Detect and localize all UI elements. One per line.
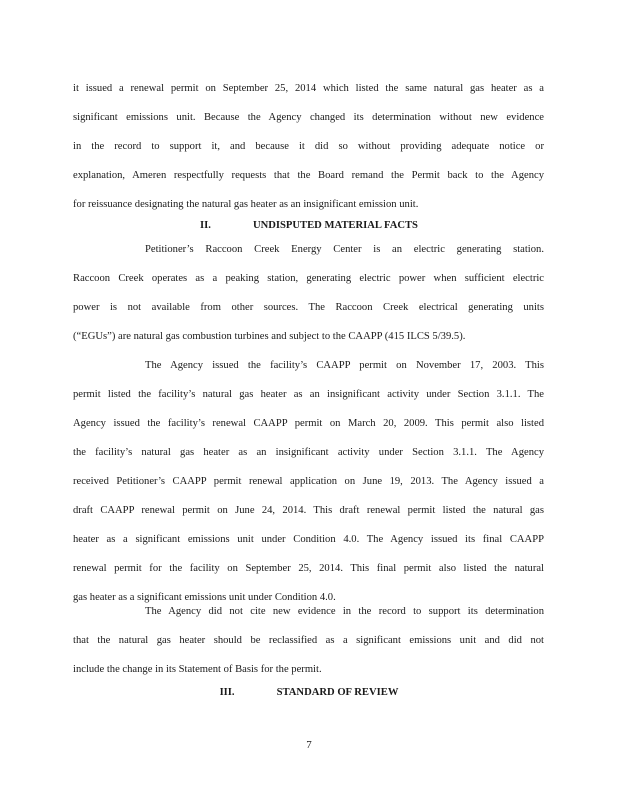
text-line: that the natural gas heater should be reclassified as a significant emissions unit and did not bbox=[73, 635, 544, 646]
text-line: permit listed the facility’s natural gas heater as an insignificant activity under Section 3.1.1. The bbox=[73, 389, 544, 400]
text-line: (“EGUs”) are natural gas combustion turbines and subject to the CAAPP (415 ILCS 5/39.5). bbox=[73, 331, 466, 342]
facts-paragraph-2 bbox=[73, 351, 544, 612]
text-line: The Agency did not cite new evidence in the record to support its determination bbox=[145, 606, 544, 617]
text-line: include the change in its Statement of Basis for the permit. bbox=[73, 664, 322, 675]
section-number: III. bbox=[219, 687, 235, 698]
text-line: the facility’s natural gas heater as an insignificant activity under Section 3.1.1. The Agency bbox=[73, 447, 544, 458]
page-number: 7 bbox=[306, 739, 312, 751]
text-line: received Petitioner’s CAAPP permit renewal application on June 19, 2013. The Agency issued a bbox=[73, 476, 544, 487]
section-title: UNDISPUTED MATERIAL FACTS bbox=[252, 220, 418, 231]
text-line: The Agency issued the facility’s CAAPP permit on November 17, 2003. This bbox=[145, 360, 544, 371]
intro-paragraph bbox=[73, 74, 544, 219]
text-line: Raccoon Creek operates as a peaking station, generating electric power when sufficient electric bbox=[73, 273, 544, 284]
section-heading bbox=[0, 686, 618, 700]
facts-paragraph-1 bbox=[73, 235, 544, 351]
text-line: renewal permit for the facility on September 25, 2014. This final permit also listed the natural bbox=[73, 563, 544, 574]
text-line: Petitioner’s Raccoon Creek Energy Center is an electric generating station. bbox=[145, 244, 544, 255]
section-number: II. bbox=[200, 220, 211, 231]
text-line: gas heater as a significant emissions unit under Condition 4.0. bbox=[73, 592, 336, 603]
text-line: power is not available from other sources. The Raccoon Creek electrical generating units bbox=[73, 302, 544, 313]
text-line: heater as a significant emissions unit under Condition 4.0. The Agency issued its final CAAPP bbox=[73, 534, 544, 545]
text-line: significant emissions unit. Because the Agency changed its determination without new evidence bbox=[73, 112, 544, 123]
section-title: STANDARD OF REVIEW bbox=[276, 687, 399, 698]
facts-paragraph-3 bbox=[73, 597, 544, 684]
section-heading bbox=[0, 219, 618, 233]
text-line: for reissuance designating the natural gas heater as an insignificant emission unit. bbox=[73, 199, 419, 210]
text-line: explanation, Ameren respectfully requests that the Board remand the Permit back to the Agency bbox=[73, 170, 544, 181]
text-line: draft CAAPP renewal permit on June 24, 2014. This draft renewal permit listed the natural gas bbox=[73, 505, 544, 516]
text-line: Agency issued the facility’s renewal CAAPP permit on March 20, 2009. This permit also listed bbox=[73, 418, 544, 429]
text-line: it issued a renewal permit on September 25, 2014 which listed the same natural gas heater as a bbox=[73, 83, 544, 94]
text-line: in the record to support it, and because it did so without providing adequate notice or bbox=[73, 141, 544, 152]
